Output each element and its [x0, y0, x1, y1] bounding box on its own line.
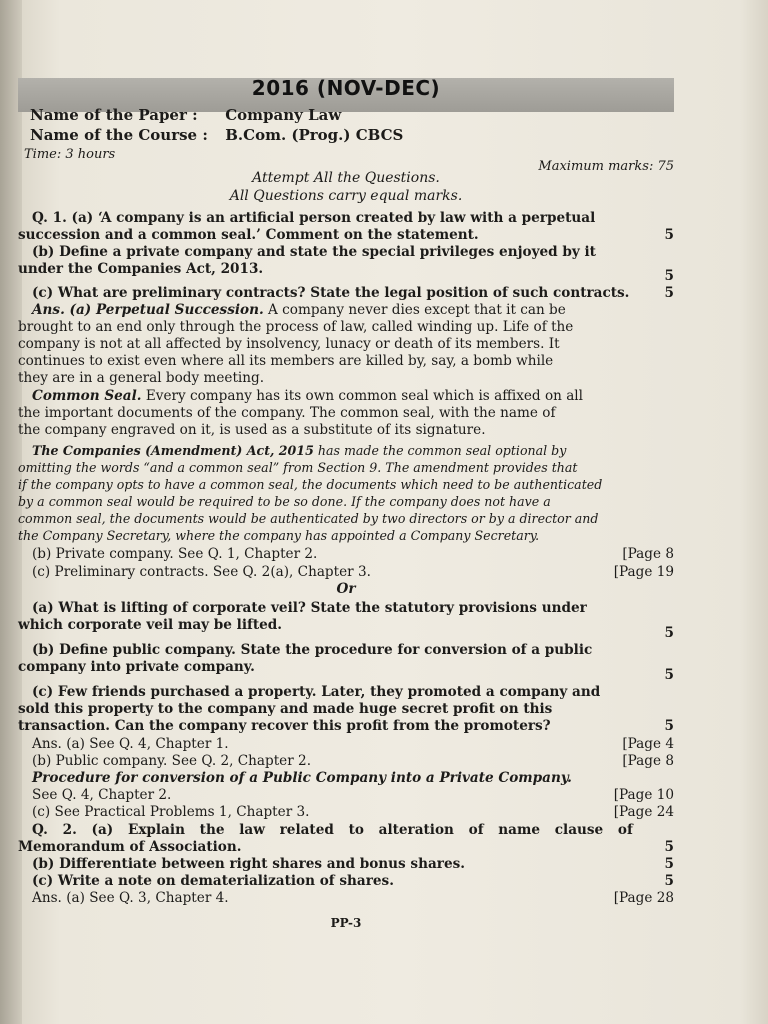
- q2-answer-page: [Page 28: [613, 890, 674, 906]
- q1b-line1: (b) Define a private company and state the special privileges enjoyed by it: [32, 244, 596, 260]
- q2b-line: (b) Differentiate between right shares and bonus shares. 5: [32, 856, 674, 872]
- conversion-procedure-ref: See Q. 4, Chapter 2. [Page 10: [32, 787, 674, 803]
- ans1-para1-line4: continues to exist even where all its members are killed by, say, a bomb while: [18, 353, 554, 369]
- conversion-procedure-page: [Page 10: [613, 787, 674, 803]
- course-label: Name of the Course: [30, 126, 198, 144]
- paper-label: Name of the Paper: [30, 106, 187, 124]
- ans1-heading: Ans. (a) Perpetual Succession.: [32, 302, 264, 318]
- or-ans-c: (c) See Practical Problems 1, Chapter 3. [Page 24: [32, 804, 674, 820]
- ans1-para1-line3: company is not at all affected by insolvency, lunacy or death of its members. It: [18, 336, 560, 352]
- or-ans-c-page: [Page 24: [613, 804, 674, 820]
- q1c-marks: 5: [664, 285, 674, 301]
- q1c-line1: (c) What are preliminary contracts? State the legal position of such contracts. 5: [32, 285, 674, 301]
- ans1-para3-line5: common seal, the documents would be authenticated by two directors or by a director and: [18, 511, 599, 526]
- or-ans-b: (b) Public company. See Q. 2, Chapter 2. [Page 8: [32, 753, 674, 769]
- common-seal-heading: Common Seal.: [32, 388, 142, 404]
- q1b-marks: 5: [664, 268, 674, 284]
- course-value: B.Com. (Prog.) CBCS: [225, 126, 404, 144]
- course-name-row: Name of the Course : B.Com. (Prog.) CBCS: [30, 126, 404, 144]
- ans1c-ref: (c) Preliminary contracts. See Q. 2(a), Chapter 3. [Page 19: [32, 564, 674, 580]
- ans1-para3-line4: by a common seal would be required to be so done. If the company does not have a: [18, 494, 551, 509]
- ans1c-page: [Page 19: [613, 564, 674, 580]
- exam-title: 2016 (NOV-DEC): [251, 76, 441, 100]
- or-qa-marks: 5: [664, 625, 674, 641]
- q1b-line2: under the Companies Act, 2013.: [18, 261, 264, 277]
- instruction-2: All Questions carry equal marks.: [229, 188, 463, 204]
- page-code: PP-3: [330, 916, 362, 930]
- ans1-para3-line3: if the company opts to have a common seal, the documents which need to be authenticated: [18, 477, 603, 492]
- paper-value: Company Law: [225, 106, 342, 124]
- q1a-marks: 5: [664, 227, 674, 243]
- time-allowed: Time: 3 hours: [24, 147, 116, 162]
- ans1-para3-line2: omitting the words “and a common seal” from Section 9. The amendment provides that: [18, 460, 578, 475]
- q2b-marks: 5: [664, 856, 674, 872]
- q2a-marks: 5: [664, 839, 674, 855]
- conversion-procedure-heading: Procedure for conversion of a Public Company into a Private Company.: [32, 770, 572, 786]
- q2a-line2: Memorandum of Association. 5: [18, 839, 674, 855]
- maximum-marks: Maximum marks: 75: [538, 159, 674, 174]
- or-qb-marks: 5: [664, 667, 674, 683]
- ans1-para2-line3: the company engraved on it, is used as a substitute of its signature.: [18, 422, 486, 438]
- paper-name-row: Name of the Paper : Company Law: [30, 106, 342, 124]
- q2-answer: Ans. (a) See Q. 3, Chapter 4. [Page 28: [32, 890, 674, 906]
- q1a-line2: succession and a common seal.’ Comment on the statement. 5: [18, 227, 674, 243]
- ans1-para1-line1: Ans. (a) Perpetual Succession. A company never dies except that it can be: [32, 302, 566, 318]
- or-ans-b-page: [Page 8: [622, 753, 674, 769]
- q2c-marks: 5: [664, 873, 674, 889]
- or-qb-line1: (b) Define public company. State the procedure for conversion of a public: [32, 642, 593, 658]
- ans1-para3-line1: The Companies (Amendment) Act, 2015 has made the common seal optional by: [32, 443, 567, 458]
- or-qc-marks: 5: [664, 718, 674, 734]
- ans1-para3-line6: the Company Secretary, where the company has appointed a Company Secretary.: [18, 528, 540, 543]
- or-ans-a: Ans. (a) See Q. 4, Chapter 1. [Page 4: [32, 736, 674, 752]
- q1a-line1: Q. 1. (a) ‘A company is an artificial person created by law with a perpetual: [32, 210, 596, 226]
- ans1-para2-line2: the important documents of the company. The common seal, with the name of: [18, 405, 556, 421]
- or-qc-line3: transaction. Can the company recover this profit from the promoters? 5: [18, 718, 674, 734]
- q2c-line: (c) Write a note on dematerialization of shares. 5: [32, 873, 674, 889]
- or-qa-line2: which corporate veil may be lifted.: [18, 617, 283, 633]
- q2a-line1: Q. 2. (a) Explain the law related to alteration of name clause of: [32, 822, 633, 838]
- or-qb-line2: company into private company.: [18, 659, 255, 675]
- instruction-1: Attempt All the Questions.: [252, 170, 440, 186]
- or-ans-a-page: [Page 4: [622, 736, 674, 752]
- amendment-act-heading: The Companies (Amendment) Act, 2015: [32, 443, 314, 458]
- or-divider: Or: [336, 581, 356, 597]
- or-qc-line1: (c) Few friends purchased a property. Later, they promoted a company and: [32, 684, 601, 700]
- ans1-para1-line5: they are in a general body meeting.: [18, 370, 265, 386]
- ans1b-page: [Page 8: [622, 546, 674, 562]
- ans1-para1-line2: brought to an end only through the process of law, called winding up. Life of the: [18, 319, 574, 335]
- ans1b-ref: (b) Private company. See Q. 1, Chapter 2. [Page 8: [32, 546, 674, 562]
- or-qc-line2: sold this property to the company and made huge secret profit on this: [18, 701, 553, 717]
- ans1-para2-line1: Common Seal. Every company has its own common seal which is affixed on all: [32, 388, 584, 404]
- or-qa-line1: (a) What is lifting of corporate veil? State the statutory provisions under: [32, 600, 587, 616]
